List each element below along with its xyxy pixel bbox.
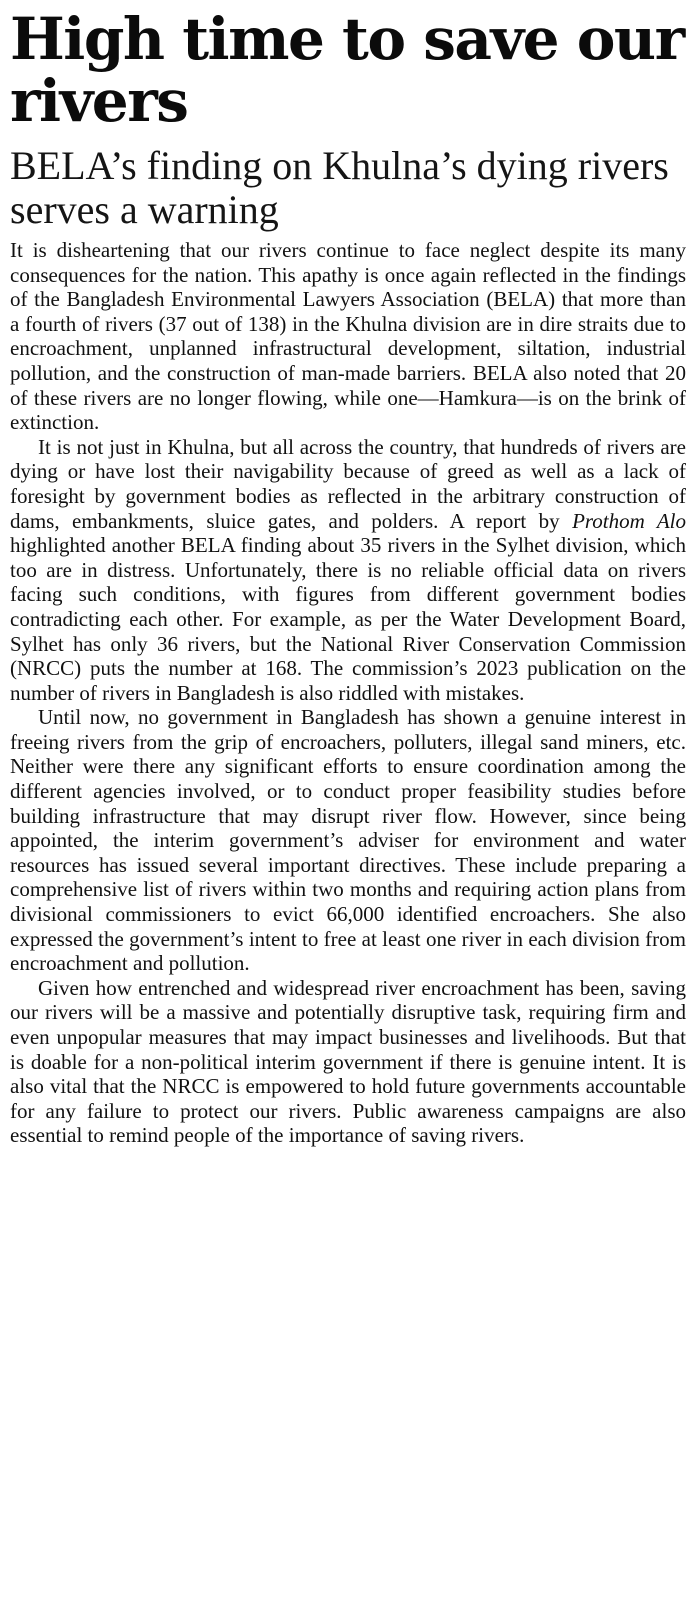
paragraph-4-text: Given how entrenched and widespread river encroachment has been, saving our rivers will be a massive and potentially disruptive task, requiring firm and even unpopular measures that may impact businesses and livelihoods. But that is doable for a non-political interim government if there is genuine intent. It is also vital that the NRCC is empowered to hold future governments accountable for any failure to protect our rivers. Public awareness campaigns are also essential to remind people of the importance of saving rivers. — [10, 975, 686, 1148]
publication-name: Prothom Alo — [572, 508, 686, 533]
article-body — [10, 238, 686, 1148]
headline: High time to save our rivers — [10, 5, 684, 135]
subheadline: BELA’s finding on Khulna’s dying rivers serves a warning — [10, 143, 669, 232]
paragraph-1 — [10, 238, 686, 435]
paragraph-2-text-before: It is not just in Khulna, but all across the country, that hundreds of rivers are dying or have lost their navigability because of greed as well as a lack of foresight by government bodies as reflected in the arbitrary construction of dams, embankments, sluice gates, and polders. A report by — [10, 434, 686, 533]
paragraph-2 — [10, 435, 686, 706]
paragraph-2-text-after: highlighted another BELA finding about 35 rivers in the Sylhet division, which too are in distress. Unfortunately, there is no reliable official data on rivers facing such conditions, with figures from different government bodies contradicting each other. For example, as per the Water Development Board, Sylhet has only 36 rivers, but the National River Conservation Commission (NRCC) puts the number at 168. The commission’s 2023 publication on the number of rivers in Bangladesh is also riddled with mistakes. — [10, 533, 686, 705]
paragraph-4 — [10, 976, 686, 1148]
paragraph-3 — [10, 705, 686, 976]
paragraph-1-text: It is disheartening that our rivers continue to face neglect despite its many consequences for the nation. This apathy is once again reflected in the findings of the Bangladesh Environmental Lawyers Association (BELA) that more than a fourth of rivers (37 out of 138) in the Khulna division are in dire straits due to encroachment, unplanned infrastructural development, siltation, industrial pollution, and the construction of man-made barriers. BELA also noted that 20 of these rivers are no longer flowing, while one—Hamkura—is on the brink of extinction. — [10, 238, 686, 435]
paragraph-3-text: Until now, no government in Bangladesh has shown a genuine interest in freeing rivers from the grip of encroachers, polluters, illegal sand miners, etc. Neither were there any significant efforts to ensure coordination among the different agencies involved, or to conduct proper feasibility studies before building infrastructure that may disrupt river flow. However, since being appointed, the interim government’s adviser for environment and water resources has issued several important directives. These include preparing a comprehensive list of rivers within two months and requiring action plans from divisional commissioners to evict 66,000 identified encroachers. She also expressed the government’s intent to free at least one river in each division from encroachment and pollution. — [10, 705, 686, 976]
